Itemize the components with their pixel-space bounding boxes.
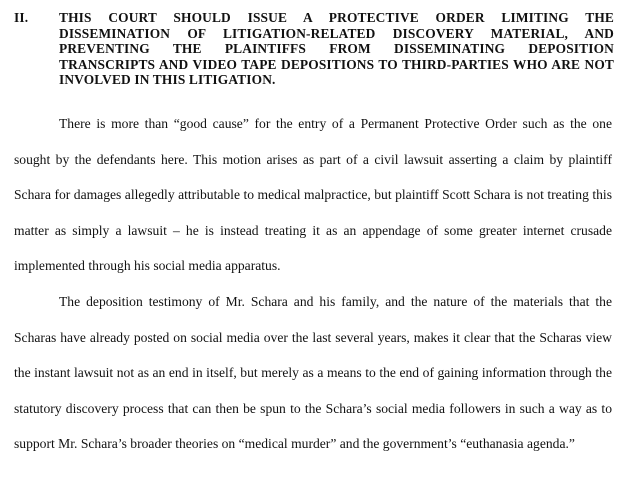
paragraph-deposition-testimony: The deposition testimony of Mr. Schara and his family, and the nature of the materials that the Scharas have already posted on social media over the last several years, makes it clear that the Scharas view the instant lawsuit not as an end in itself, but merely as a means to the end of gaining information through the statutory discovery process that can then be spun to the Schara’s social media followers in such a way as to support Mr. Schara’s broader theories on “medical murder” and the government’s “euthanasia agenda.” (14, 293, 612, 452)
section-heading-text: THIS COURT SHOULD ISSUE A PROTECTIVE ORDER LIMITING THE DISSEMINATION OF LITIGATION-RELATED DISCOVERY MATERIAL, AND PREVENTING THE PLAINTIFFS FROM DISSEMINATING DEPOSITION TRANSCRIPTS AND VIDEO TAPE DEPOSITIONS TO THIRD-PARTIES WHO ARE NOT INVOLVED IN THIS LITIGATION. (59, 10, 614, 88)
paragraph-good-cause: There is more than “good cause” for the entry of a Permanent Protective Order such as the one sought by the defendants here. This motion arises as part of a civil lawsuit asserting a claim by plaintiff Schara for damages allegedly attributable to medical malpractice, but plaintiff Scott Schara is not treating this matter as simply a lawsuit – he is instead treating it as an appendage of some greater internet crusade implemented through his social media apparatus. (14, 116, 612, 274)
section-heading (14, 10, 614, 88)
document-body (14, 106, 612, 462)
section-number: II. (14, 10, 29, 25)
